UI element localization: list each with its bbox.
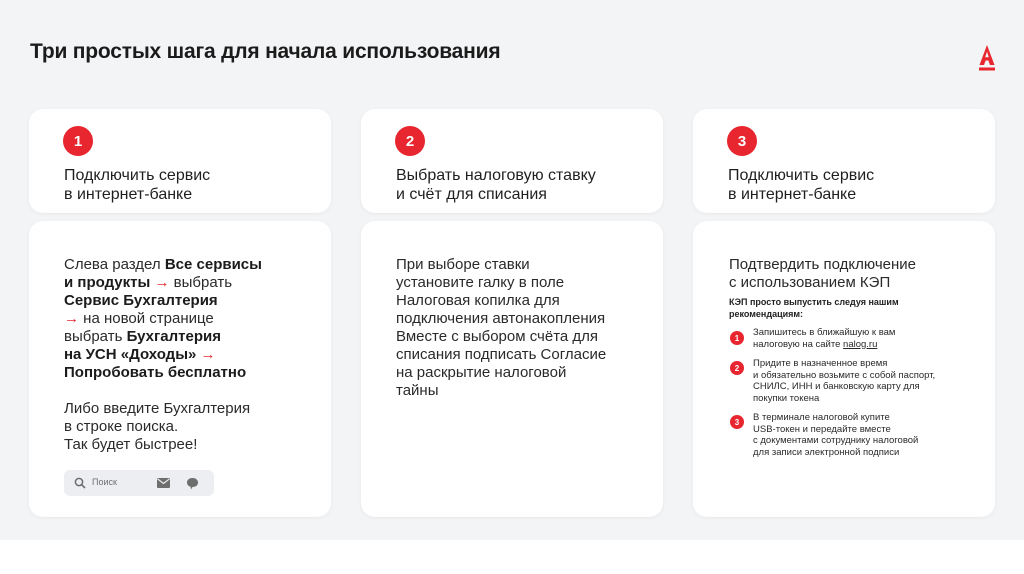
- page-title: Три простых шага для начала использования: [30, 40, 501, 63]
- sub-step-badge: 2: [730, 361, 744, 375]
- text-segment: выбрать: [169, 274, 233, 291]
- text-segment: и продукты: [64, 274, 151, 291]
- step-card-2: [361, 109, 663, 213]
- step-title: [396, 166, 596, 204]
- step-number-badge: 1: [63, 126, 93, 156]
- arrow-right-icon: →: [64, 310, 79, 327]
- text-line: Придите в назначенное время: [753, 358, 888, 369]
- card3-heading: [729, 256, 979, 292]
- all-services-link-text: Все сервисы: [164, 256, 262, 273]
- text-segment: Бухгалтерия: [126, 328, 221, 345]
- alfa-bank-logo: [976, 44, 998, 72]
- step-title-line: и счёт для списания: [396, 186, 547, 203]
- step-card-1: [29, 109, 331, 213]
- step-title-line: в интернет-банке: [64, 186, 193, 203]
- text-line: Вместе с выбором счёта для: [396, 328, 599, 345]
- text-line: USB-токен и передайте вместе: [753, 423, 891, 435]
- text-line: с документами сотруднику налоговой: [753, 435, 919, 446]
- try-free-link: Попробовать бесплатно: [64, 364, 247, 381]
- kep-subtitle: [729, 296, 979, 320]
- text-line: Либо введите Бухгалтерия: [64, 400, 251, 417]
- text-segment: налоговую на сайте: [753, 338, 844, 350]
- text-line: СНИЛС, ИНН и банковскую карту для: [753, 381, 920, 392]
- step-title-line: в интернет-банке: [728, 186, 857, 203]
- search-placeholder: Поиск: [92, 477, 117, 487]
- text-line: покупки токена: [753, 392, 820, 404]
- text-line: в строке поиска.: [64, 418, 179, 435]
- search-bar-illustration: [64, 470, 214, 496]
- text-line: подключения автонакопления: [396, 310, 606, 327]
- step-title-line: Выбрать налоговую ставку: [396, 167, 596, 184]
- arrow-right-icon: →: [196, 346, 216, 363]
- step-title-line: Подключить сервис: [728, 167, 875, 184]
- text-segment: на новой странице: [79, 310, 214, 327]
- sub-step-text: [753, 412, 988, 458]
- search-icon: [74, 477, 86, 489]
- bottom-band: [0, 540, 1024, 574]
- text-line: и обязательно возьмите с собой паспорт,: [753, 369, 936, 381]
- sub-step-badge: 3: [730, 415, 744, 429]
- text-line: Подтвердить подключение: [729, 256, 916, 273]
- text-segment: Слева раздел: [64, 256, 165, 273]
- text-line: Налоговая копилка для: [396, 292, 560, 309]
- text-line: установите галку в поле: [396, 274, 565, 291]
- text-line: с использованием КЭП: [729, 274, 891, 291]
- arrow-right-icon: →: [154, 274, 170, 291]
- text-line: на раскрытие налоговой: [396, 364, 567, 381]
- text-segment: на УСН «Доходы»: [64, 346, 197, 363]
- text-line: При выборе ставки: [396, 256, 530, 273]
- sub-step-badge: 1: [730, 331, 744, 345]
- service-name: Сервис Бухгалтерия: [64, 292, 218, 309]
- sub-step-text: [753, 358, 991, 404]
- sub-step-text: [753, 327, 988, 350]
- nalog-link[interactable]: nalog.ru: [843, 338, 878, 350]
- text-line: тайны: [396, 382, 439, 399]
- step-title-line: Подключить сервис: [64, 167, 211, 184]
- card2-instructions: [396, 256, 656, 400]
- mail-icon: [157, 478, 170, 488]
- text-line: Запишитесь в ближайшую к вам: [753, 327, 896, 338]
- text-line: рекомендациям:: [729, 309, 804, 319]
- step-number-badge: 3: [727, 126, 757, 156]
- text-line: КЭП просто выпустить следуя нашим: [729, 297, 899, 307]
- text-line: В терминале налоговой купите: [753, 412, 890, 423]
- text-line: для записи электронной подписи: [753, 446, 900, 458]
- step-title: [728, 166, 874, 204]
- text-segment: выбрать: [64, 328, 127, 345]
- step-number-badge: 2: [395, 126, 425, 156]
- card1-instructions: [64, 256, 314, 454]
- chat-icon: [186, 477, 199, 490]
- step-card-3: [693, 109, 995, 213]
- text-line: Так будет быстрее!: [64, 436, 198, 453]
- step-title: [64, 166, 210, 204]
- text-line: списания подписать Согласие: [396, 346, 607, 363]
